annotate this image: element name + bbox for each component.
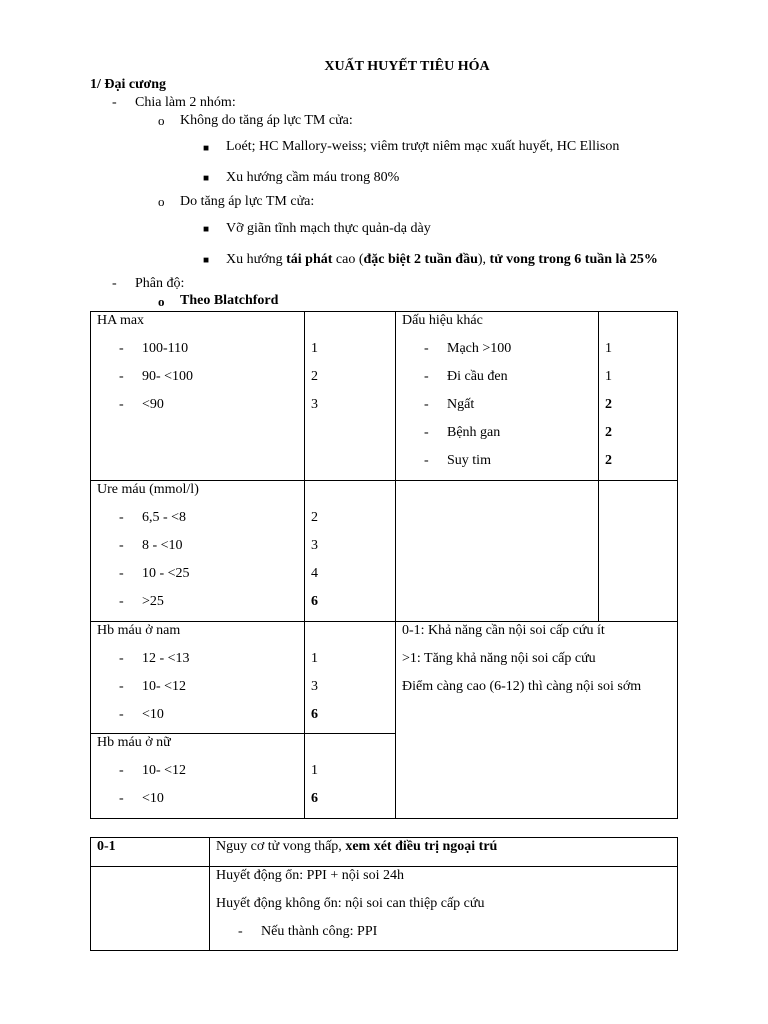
dash-bullet: - [424, 425, 429, 440]
group1-bullet-1: Loét; HC Mallory-weiss; viêm trượt niêm mạc xuất huyết, HC Ellison [226, 139, 620, 154]
dash-bullet: - [119, 594, 124, 609]
hb-female-row-label: 10- <12 [142, 763, 187, 778]
ha-row-label: 90- <100 [142, 369, 194, 384]
hb-female-row-label: <10 [142, 791, 164, 806]
other-row-score: 2 [605, 397, 612, 412]
circle-bullet: o [158, 294, 165, 309]
hb-male-row-score: 6 [311, 707, 318, 722]
treatment-line: Huyết động ổn: PPI + nội soi 24h [216, 868, 404, 883]
ure-row-score: 3 [311, 538, 318, 553]
ha-row-score: 2 [311, 369, 318, 384]
section-heading: 1/ Đại cương [90, 77, 167, 92]
other-signs-title: Dấu hiệu khác [402, 313, 483, 328]
ure-row-label: 8 - <10 [142, 538, 183, 553]
risk-description: Nguy cơ tử vong thấp, xem xét điều trị ngoại trú [216, 839, 498, 854]
dash-bullet: - [238, 924, 243, 939]
dash-bullet: - [424, 369, 429, 384]
dash-bullet: - [119, 707, 124, 722]
ure-row-score: 4 [311, 566, 318, 581]
dash-bullet: - [119, 679, 124, 694]
group2-bullet-2: Xu hướng tái phát cao (đặc biệt 2 tuần đầu), tử vong trong 6 tuần là 25% [226, 252, 658, 267]
other-row-label: Suy tim [447, 453, 491, 468]
dash-bullet: - [424, 453, 429, 468]
other-row-score: 2 [605, 453, 612, 468]
note-line: >1: Tăng khả năng nội soi cấp cứu [402, 651, 596, 666]
hb-female-title: Hb máu ở nữ [97, 735, 171, 750]
risk-score: 0-1 [97, 839, 116, 854]
dash-bullet: - [119, 791, 124, 806]
dash-bullet: - [119, 566, 124, 581]
ure-row-score: 6 [311, 594, 318, 609]
group2-label: Do tăng áp lực TM cửa: [180, 194, 315, 209]
ha-row-score: 1 [311, 341, 318, 356]
hb-male-row-label: 10- <12 [142, 679, 187, 694]
dash-bullet: - [119, 369, 124, 384]
dash-bullet: - [119, 651, 124, 666]
list-item-grading: Phân độ: [135, 276, 185, 291]
ure-row-label: >25 [142, 594, 164, 609]
dash-bullet: - [424, 341, 429, 356]
dash-bullet: - [119, 397, 124, 412]
dash-bullet: - [424, 397, 429, 412]
group1-bullet-2: Xu hướng cầm máu trong 80% [226, 170, 400, 185]
ha-max-title: HA max [97, 313, 145, 328]
square-bullet: ■ [203, 143, 210, 154]
group1-label: Không do tăng áp lực TM cửa: [180, 113, 353, 128]
hb-male-row-score: 1 [311, 651, 318, 666]
treatment-line: Huyết động không ổn: nội soi can thiệp cấp cứu [216, 896, 485, 911]
square-bullet: ■ [203, 224, 210, 235]
note-line: 0-1: Khả năng cần nội soi cấp cứu ít [402, 623, 605, 638]
dash-bullet: - [119, 763, 124, 778]
dash-bullet: - [119, 341, 124, 356]
ha-row-label: 100-110 [142, 341, 189, 356]
other-row-label: Đi cầu đen [447, 369, 508, 384]
other-row-label: Bệnh gan [447, 425, 501, 440]
ha-row-score: 3 [311, 397, 318, 412]
square-bullet: ■ [203, 255, 210, 266]
dash-bullet: - [119, 538, 124, 553]
ure-title: Ure máu (mmol/l) [97, 482, 199, 497]
ure-row-label: 10 - <25 [142, 566, 190, 581]
hb-male-row-label: 12 - <13 [142, 651, 190, 666]
dash-bullet: - [119, 510, 124, 525]
circle-bullet: o [158, 113, 165, 128]
group2-bullet-1: Vỡ giãn tĩnh mạch thực quản-dạ dày [226, 221, 431, 236]
circle-bullet: o [158, 194, 165, 209]
blatchford-heading: Theo Blatchford [180, 293, 279, 308]
note-line: Điểm càng cao (6-12) thì càng nội soi sớm [402, 679, 642, 694]
hb-female-row-score: 1 [311, 763, 318, 778]
other-row-label: Ngất [447, 397, 475, 412]
ha-row-label: <90 [142, 397, 164, 412]
hb-male-row-label: <10 [142, 707, 164, 722]
other-row-score: 2 [605, 425, 612, 440]
other-row-score: 1 [605, 341, 612, 356]
list-item-groups: Chia làm 2 nhóm: [135, 95, 236, 110]
square-bullet: ■ [203, 173, 210, 184]
dash-bullet: - [112, 95, 117, 110]
hb-male-row-score: 3 [311, 679, 318, 694]
hb-male-title: Hb máu ở nam [97, 623, 181, 638]
treatment-subline: Nếu thành công: PPI [261, 924, 378, 939]
hb-female-row-score: 6 [311, 791, 318, 806]
ure-row-score: 2 [311, 510, 318, 525]
other-row-score: 1 [605, 369, 612, 384]
ure-row-label: 6,5 - <8 [142, 510, 187, 525]
page-title: XUẤT HUYẾT TIÊU HÓA [324, 59, 490, 74]
other-row-label: Mạch >100 [447, 341, 512, 356]
dash-bullet: - [112, 276, 117, 291]
